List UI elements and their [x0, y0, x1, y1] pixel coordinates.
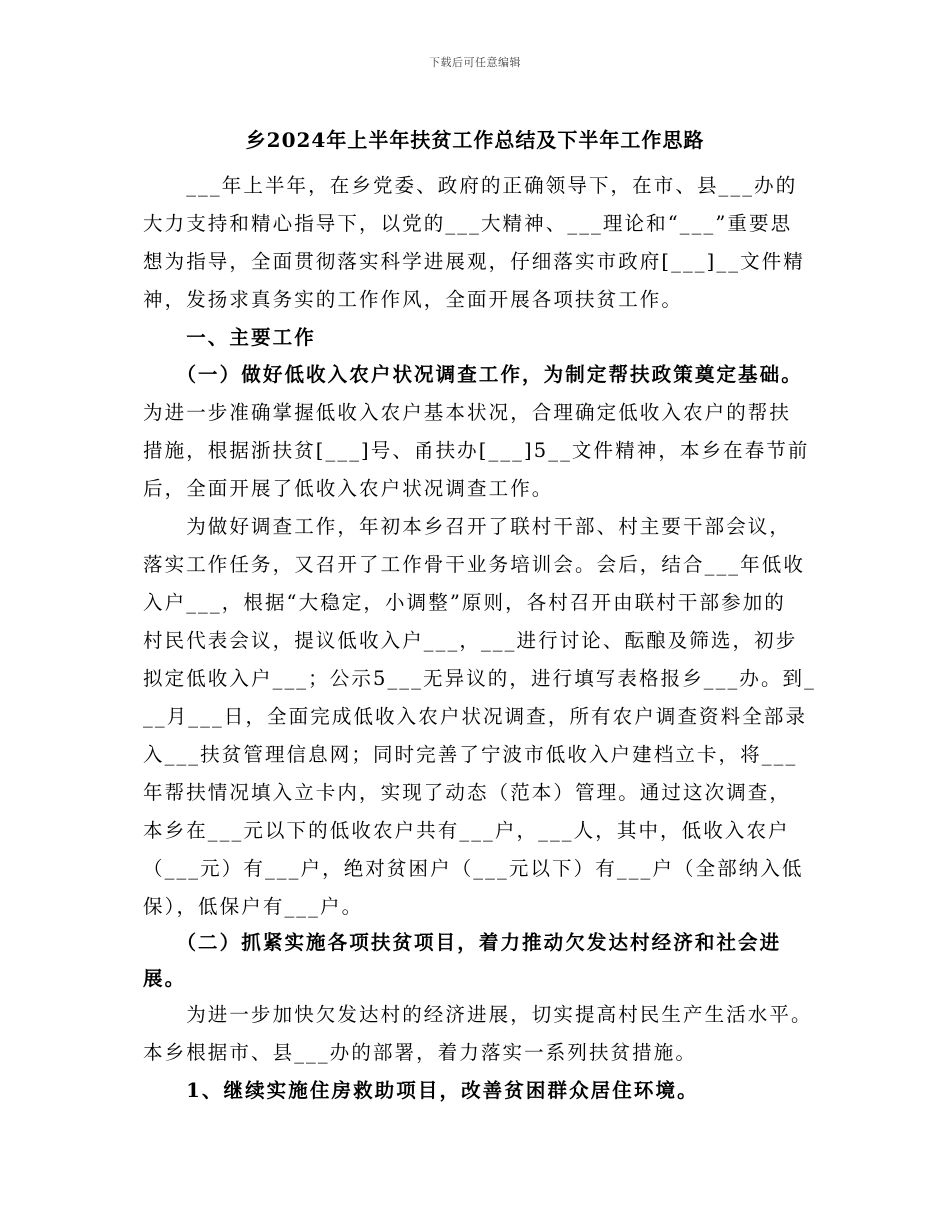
paragraph-line: 为做好调查工作，年初本乡召开了联村干部、村主要干部会议，	[143, 515, 792, 538]
paragraph-line: 本乡在___元以下的低收农户共有___户，___人，其中，低收入农户	[143, 819, 790, 842]
section-heading-line: 一、主要工作	[143, 326, 316, 349]
paragraph-line: 大力支持和精心指导下，以党的___大精神、___理论和“___”重要思	[143, 212, 793, 235]
header-note: 下载后可任意编辑	[429, 56, 521, 69]
paragraph-line: ___年上半年，在乡党委、政府的正确领导下，在市、县___办的	[143, 174, 798, 197]
paragraph-line: 村民代表会议，提议低收入户___，___进行讨论、酝酿及筛选，初步	[143, 629, 798, 652]
document-title: 乡2024年上半年扶贫工作总结及下半年工作思路	[245, 128, 705, 152]
section-heading-line: （二）抓紧实施各项扶贫项目，着力推动欠发达村经济和社会进	[143, 931, 782, 954]
paragraph-line: （___元）有___户，绝对贫困户（___元以下）有___户（全部纳入低	[143, 857, 804, 880]
paragraph-line: 拟定低收入户___；公示5___无异议的，进行填写表格报乡___办。到_	[143, 667, 817, 690]
paragraph-line: 措施，根据浙扶贫[___]号、甬扶办[___]5__文件精神，本乡在春节前	[143, 439, 810, 462]
paragraph-line: 想为指导，全面贯彻落实科学进展观，仔细落实市政府[___]__文件精	[143, 250, 805, 273]
paragraph-line: 入___扶贫管理信息网；同时完善了宁波市低收入户建档立卡，将___	[143, 743, 798, 766]
paragraph-line: 本乡根据市、县___办的部署，着力落实一系列扶贫措施。	[143, 1041, 697, 1064]
paragraph-line: 保），低保户有___户。	[143, 895, 364, 918]
paragraph-line: 为进一步准确掌握低收入农户基本状况，合理确定低收入农户的帮扶	[143, 401, 792, 424]
paragraph-line: 年帮扶情况填入立卡内，实现了动态（范本）管理。通过这次调查，	[143, 781, 792, 804]
paragraph-line: 入户___，根据“大稳定，小调整”原则，各村召开由联村干部参加的	[143, 591, 786, 614]
paragraph-line: 落实工作任务，又召开了工作骨干业务培训会。会后，结合___年低收	[143, 553, 805, 576]
paragraph-line: 为进一步加快欠发达村的经济进展，切实提高村民生产生活水平。	[143, 1003, 813, 1026]
paragraph-line: 后，全面开展了低收入农户状况调查工作。	[143, 477, 554, 500]
section-heading-line: 1、继续实施住房救助项目，改善贫困群众居住环境。	[143, 1079, 699, 1102]
paragraph-line: __月___日，全面完成低收入农户状况调查，所有农户调查资料全部录	[143, 705, 808, 728]
section-heading-line: （一）做好低收入农户状况调查工作，为制定帮扶政策奠定基础。	[143, 363, 803, 386]
section-heading-line: 展。	[143, 967, 187, 990]
paragraph-line: 神，发扬求真务实的工作作风，全面开展各项扶贫工作。	[143, 288, 684, 311]
